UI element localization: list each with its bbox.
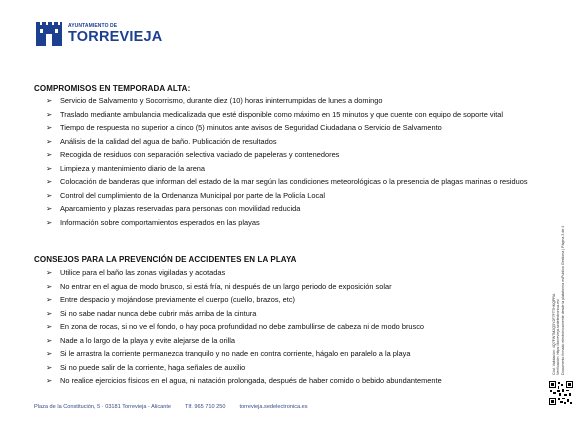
footer-web-link[interactable]: torrevieja.sedelectronica.es (239, 404, 308, 410)
bullet-arrow-icon: ➢ (46, 362, 53, 372)
bullet-arrow-icon: ➢ (46, 349, 53, 358)
bullet-arrow-icon: ➢ (46, 96, 53, 105)
bullet-arrow-icon: ➢ (46, 190, 53, 200)
logo-org-small: AYUNTAMIENTO DE (68, 23, 118, 29)
bullet-arrow-icon: ➢ (46, 109, 53, 119)
bullet-arrow-icon: ➢ (46, 163, 53, 173)
logo-org-name: TORREVIEJA (68, 29, 163, 45)
bullet-arrow-icon: ➢ (46, 281, 53, 291)
list-item: ➢ No realice ejercicios físicos en el agua, ni natación prolongada, después de haber comido o bebido abundantemente (46, 376, 442, 385)
list-item: ➢ Aparcamiento y plazas reservadas para personas con movilidad reducida (46, 204, 301, 213)
list-item: ➢ Si le arrastra la corriente permanezca tranquilo y no nade en contra corriente, hágalo en paralelo a la playa (46, 349, 411, 358)
bullet-arrow-icon: ➢ (46, 295, 53, 304)
bullet-arrow-icon: ➢ (46, 136, 53, 146)
list-item: ➢ Si no puede salir de la corriente, haga señales de auxilio (46, 362, 246, 372)
qr-code-icon (549, 381, 573, 405)
list-compromisos (46, 96, 546, 227)
list-item: ➢ No entrar en el agua de modo brusco, si está fría, ni después de un largo periodo de exposición solar (46, 281, 392, 291)
list-item: ➢ En zona de rocas, si no ve el fondo, o hay poca profundidad no debe zambullirse de cabeza ni de modo brusco (46, 322, 425, 331)
list-item: ➢ Información sobre comportamientos esperados en las playas (46, 217, 260, 227)
bullet-arrow-icon: ➢ (46, 150, 53, 159)
bullet-arrow-icon: ➢ (46, 308, 53, 318)
list-consejos (46, 268, 546, 385)
list-item: ➢ Nade a lo largo de la playa y evite alejarse de la orilla (46, 335, 236, 345)
list-item: ➢ Traslado mediante ambulancia medicalizada que esté disponible como máximo en 15 minutos y que cuente con equipo de soporte vital (46, 109, 504, 119)
bullet-arrow-icon: ➢ (46, 123, 53, 132)
footer-address: Plaza de la Constitución, 5 · 03181 Torrevieja - Alicante (34, 404, 172, 410)
section-title-compromisos: COMPROMISOS EN TEMPORADA ALTA: (34, 84, 191, 93)
bullet-arrow-icon: ➢ (46, 177, 53, 186)
list-item: ➢ Colocación de banderas que informan del estado de la mar según las condiciones meteorológicas o la presencia de plagas marinas o residuos (46, 177, 528, 186)
validation-side-text: Cód. Validación: 4Q7FW7M2Q5Y2F7FTTHKQPRA Verificación: https://torrevieja.sedelectronica.es/ Documento firmado electrónicamente desde la plataforma esPublico Gestiona | Página 3 de 4 (552, 225, 565, 375)
bullet-arrow-icon: ➢ (46, 376, 53, 385)
list-item: ➢ Limpieza y mantenimiento diario de la arena (46, 163, 206, 173)
footer (34, 404, 308, 410)
bullet-arrow-icon: ➢ (46, 268, 53, 277)
list-item: ➢ Control del cumplimiento de la Ordenanza Municipal por parte de la Policía Local (46, 190, 325, 200)
section-title-consejos: CONSEJOS PARA LA PREVENCIÓN DE ACCIDENTES EN LA PLAYA (34, 255, 297, 264)
list-item: ➢ Utilice para el baño las zonas vigiladas y acotadas (46, 268, 226, 277)
bullet-arrow-icon: ➢ (46, 204, 53, 213)
list-item: ➢ Recogida de residuos con separación selectiva vaciado de papeleras y contenedores (46, 150, 340, 159)
bullet-arrow-icon: ➢ (46, 217, 53, 227)
list-item: ➢ Si no sabe nadar nunca debe cubrir más arriba de la cintura (46, 308, 257, 318)
logo (34, 18, 162, 48)
footer-phone: Tlf. 965 710 250 (185, 404, 226, 410)
tower-logo-icon (34, 18, 64, 48)
bullet-arrow-icon: ➢ (46, 335, 53, 345)
list-item: ➢ Análisis de la calidad del agua de baño. Publicación de resultados (46, 136, 277, 146)
list-item: ➢ Tiempo de respuesta no superior a cinco (5) minutos ante avisos de Seguridad Ciudadana o Servicio de Salvamento (46, 123, 442, 132)
bullet-arrow-icon: ➢ (46, 322, 53, 331)
list-item: ➢ Servicio de Salvamento y Socorrismo, durante diez (10) horas ininterrumpidas de lunes a domingo (46, 96, 383, 105)
list-item: ➢ Entre despacio y mojándose previamente el cuerpo (cuello, brazos, etc) (46, 295, 295, 304)
